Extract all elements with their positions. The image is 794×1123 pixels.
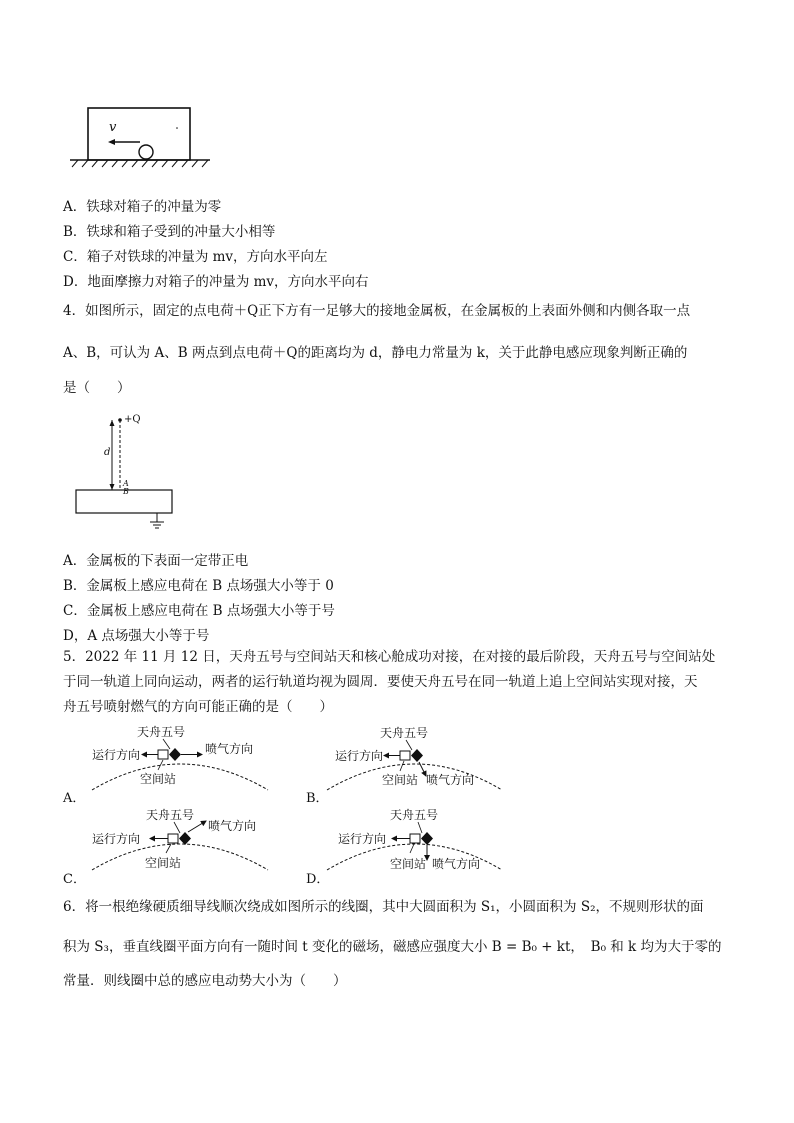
q4-stem-line1: 4．如图所示，固定的点电荷＋Q正下方有一足够大的接地金属板，在金属板的上表面外侧和内侧各取一点 (63, 303, 691, 319)
q4-option-b: B．金属板上感应电荷在 B 点场强大小等于 0 (63, 578, 334, 594)
q6-stem-line3: 常量．则线圈中总的感应电动势大小为（ ） (63, 973, 347, 989)
q5-option-c: C． (63, 872, 86, 887)
d-jet-dir-label: 喷气方向 (432, 857, 481, 871)
c-run-dir-label: 运行方向 (92, 832, 141, 846)
q5-stem-line1: 5．2022 年 11 月 12 日，天舟五号与空间站天和核心舱成功对接，在对接的最后阶段，天舟五号与空间站处 (63, 649, 716, 665)
distance-label: d (104, 447, 111, 458)
q5-stem-line3: 舟五号喷射燃气的方向可能正确的是（ ） (63, 699, 333, 715)
q4-option-c: C．金属板上感应电荷在 B 点场强大小等于号 (63, 603, 335, 619)
c-jet-dir-label: 喷气方向 (208, 819, 257, 833)
c-station-label: 空间站 (145, 856, 182, 870)
q5-option-b: B． (306, 791, 329, 806)
q3-option-d: D．地面摩擦力对箱子的冲量为 mv，方向水平向右 (63, 274, 369, 290)
q5-option-a: A． (63, 791, 86, 806)
a-tianzhou-label: 天舟五号 (137, 725, 186, 739)
point-a-label: A (123, 479, 129, 488)
point-b-label: B (123, 487, 129, 496)
c-tianzhou-label: 天舟五号 (146, 808, 195, 822)
d-tianzhou-label: 天舟五号 (390, 808, 439, 822)
d-run-dir-label: 运行方向 (338, 832, 387, 846)
q3-option-a: A．铁球对箱子的冲量为零 (63, 199, 222, 215)
b-run-dir-label: 运行方向 (335, 749, 384, 763)
q3-option-b: B．铁球和箱子受到的冲量大小相等 (63, 224, 276, 240)
b-station-label: 空间站 (382, 773, 419, 787)
charge-label: +Q (124, 414, 141, 425)
q4-stem-line2: A、B，可认为 A、B 两点到点电荷＋Q的距离均为 d，静电力常量为 k，关于此静电感应现象判断正确的 (63, 345, 688, 361)
q6-stem-line2: 积为 S₃，垂直线圈平面方向有一随时间 t 变化的磁场，磁感应强度大小 B = B₀ + kt， B₀ 和 k 均为大于零的 (63, 939, 722, 955)
a-station-label: 空间站 (140, 772, 177, 786)
a-run-dir-label: 运行方向 (92, 748, 141, 762)
velocity-label: v (109, 120, 117, 135)
q3-option-c: C．箱子对铁球的冲量为 mv，方向水平向左 (63, 249, 328, 265)
b-tianzhou-label: 天舟五号 (380, 726, 429, 740)
q5-stem-line2: 于同一轨道上同向运动，两者的运行轨道均视为圆周．要使天舟五号在同一轨道上追上空间站实现对接，天 (63, 674, 698, 690)
q5-option-d: D． (306, 872, 330, 887)
a-jet-dir-label: 喷气方向 (205, 742, 254, 756)
q4-stem-line3: 是（ ） (63, 380, 131, 396)
q4-option-d: D，A 点场强大小等于号 (63, 628, 210, 644)
q4-option-a: A．金属板的下表面一定带正电 (63, 553, 249, 569)
d-station-label: 空间站 (390, 857, 427, 871)
q6-stem-line1: 6．将一根绝缘硬质细导线顺次绕成如图所示的线圈，其中大圆面积为 S₁，小圆面积为 S₂，不规则形状的面 (63, 899, 704, 915)
b-jet-dir-label: 喷气方向 (426, 773, 475, 787)
